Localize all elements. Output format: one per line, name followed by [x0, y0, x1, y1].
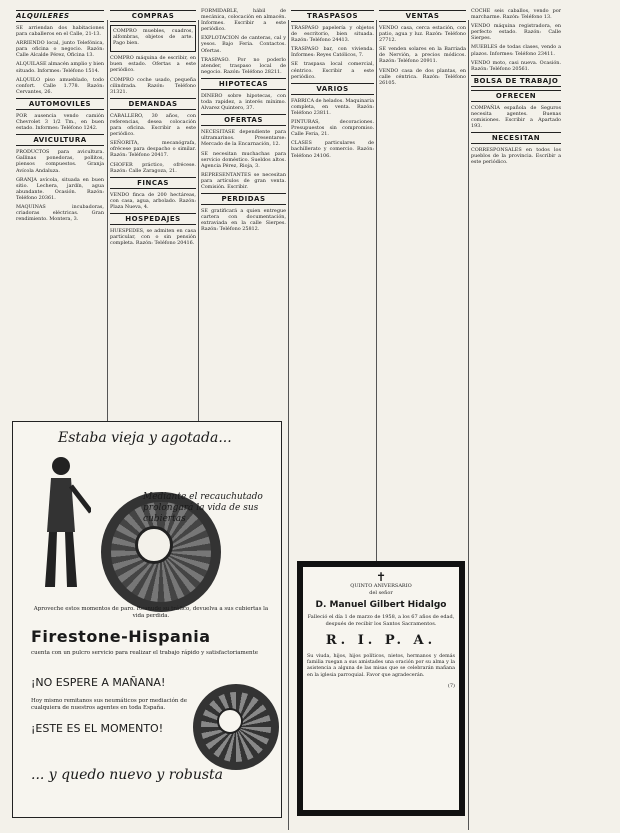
classified-ad: VENDO casa de dos plantas, en calle céntrica. Razón: Teléfono 26105. [379, 67, 466, 86]
obituary-death-note: Falleció el día 1 de marzo de 1958, a los 67 años de edad, después de recibir los Santos Sacramentos. [307, 614, 455, 627]
ad-body-text: cuenta con un pulcro servicio para realizar el trabajo rápido y satisfactoriamente [31, 650, 258, 656]
classified-ad: COMPAÑIA española de Seguros necesita agentes. Buenas comisiones. Escribir a Apartado 193. [471, 104, 561, 130]
column-3 [201, 8, 286, 235]
classified-ad: VENDO finca de 200 hectáreas, con casa, agua, arbolado. Razón: Plaza Nueva, 4. [110, 191, 196, 210]
classified-ad: PINTURAS, decoraciones. Presupuestos sin compromiso. Calle Feria, 21. [291, 119, 374, 138]
classified-ad: CHOFER práctico, ofrécese. Razón: Calle Zaragoza, 21. [110, 161, 196, 174]
column-2 [110, 8, 196, 249]
classified-ad: CABALLERO, 30 años, con referencias, desea colocación para oficina. Escribir a este periódico. [110, 112, 196, 138]
section-header-automoviles: AUTOMOVILES [16, 98, 104, 110]
classified-ad: POR ausencia vendo camión Chevrolet 3 1/2 Tm., en buen estado. Informes: Teléfono 1242. [16, 112, 104, 132]
classified-ad: COMPRO coche usado, pequeña cilindrada. Razón: Teléfono 31321. [110, 76, 196, 95]
classified-ad: CORRESPONSALES en todos los pueblos de la provincia. Escribir a este periódico. [471, 147, 561, 166]
classified-ad: SE gratificará a quien entregue cartera con documentación, extraviada en la calle Sierpes. Razón: Teléfono 25812. [201, 208, 286, 233]
classified-ad: TRASPASO bar, con vivienda. Informes: Reyes Católicos, 7. [291, 46, 374, 59]
classified-ad: GRANJA avícola, situada en buen sitio. Lechera, jardín, agua abundante. Ocasión. Razón: Teléfono 20361. [16, 176, 104, 201]
classified-ad: SE venden solares en la Barriada de Nervión, a precios módicos. Razón: Teléfono 20911. [379, 46, 466, 65]
ad-body-text: Hoy mismo remitanos sus neumáticos por mediación de cualquiera de nuestros agentes en toda España. [31, 698, 187, 711]
classified-ad: COMPRO máquina de escribir, en buen estado. Ofertas a este periódico. [110, 55, 196, 74]
column-6 [471, 8, 561, 169]
classified-ad: SEÑORITA, mecanógrafa, ofrécese para despacho o similar. Razón: Teléfono 20417. [110, 140, 196, 159]
section-header-ofertas: OFERTAS [201, 114, 286, 126]
firestone-logo: Firestone-Hispania [31, 627, 211, 646]
classified-ad: CLASES particulares de bachillerato y comercio. Razón: Teléfono 24106. [291, 140, 374, 159]
man-illustration [31, 452, 91, 592]
classified-ad: SE traspasa local comercial, céntrico. Escribir a este periódico. [291, 61, 374, 80]
classified-ad: DINERO sobre hipotecas, con toda rapidez, a interés mínimo. Alvarez Quintero, 37. [201, 92, 286, 112]
section-header-demandas: DEMANDAS [110, 98, 196, 110]
classified-ad: TRASPASO papelería y objetos de escritorio, bien situada. Razón: Teléfono 24413. [291, 25, 374, 44]
column-rule [198, 20, 199, 425]
classified-ad: COMPRO muebles, cuadros, alfombras, objetos de arte. Pago bien. [113, 28, 193, 47]
section-header-perdidas: PERDIDAS [201, 193, 286, 205]
section-header-compras: COMPRAS [110, 10, 196, 22]
obituary-reference: (7) [447, 682, 455, 689]
section-header-avicultura: AVICULTURA [16, 134, 104, 146]
classified-ad: SE necesitan muchachas para servicio doméstico. Sueldos altos. Agencia Pérez, Rioja, 3. [201, 150, 286, 169]
column-5 [379, 8, 466, 89]
column-rule [376, 20, 377, 565]
ad-signoff: ... y quedo nuevo y robusta [31, 767, 223, 783]
column-rule [468, 20, 469, 830]
obituary-name: D. Manuel Gilbert Hidalgo [315, 600, 447, 610]
obituary-anniversary: QUINTO ANIVERSARIO [350, 583, 412, 589]
classified-ad: REPRESENTANTES se necesitan para artículos de gran venta. Comisión. Escribir. [201, 171, 286, 190]
classified-ad: EXPLOTACION de canteras, cal y yesos. Bajo Feria. Contactos. Ofertas. [201, 35, 286, 54]
classified-ad: FABRICA de helados. Maquinaria completa, en venta. Razón: Teléfono 23811. [291, 97, 374, 116]
section-header-varios: VARIOS [291, 83, 374, 95]
classified-ad: ALQUILASE almacén amplio y bien situado. Informes: Teléfono 1514. [16, 61, 104, 74]
classified-ad: VENDO moto, casi nueva. Ocasión. Razón: Teléfono 20561. [471, 59, 561, 72]
classified-ad: ALQUILO piso amueblado, todo confort. Calle 1.778. Razón: Cervantes, 26. [16, 76, 104, 95]
section-header-traspasos: TRASPASOS [291, 10, 374, 22]
section-header-ofrecen: OFRECEN [471, 90, 561, 102]
classified-ad: COCHE seis caballos, vendo por marcharme. Razón: Teléfono 13. [471, 8, 561, 21]
ad-slogan: ¡NO ESPERE A MAÑANA! [31, 676, 166, 689]
obituary-ripa: R. I. P. A. [325, 633, 437, 648]
boxed-ad [110, 25, 196, 52]
section-header-hospedajes: HOSPEDAJES [110, 213, 196, 225]
obituary-honorific: del señor [369, 589, 393, 596]
ad-caption: Aproveche estos momentos de paro. Reanude su tráfico, devuelva a sus cubiertas la vida perdida. [33, 606, 269, 619]
classified-ad: PRODUCTOS para avicultura. Gallinas ponedoras, pollitos, piensos compuestos. Granja Avícola Andaluza. [16, 149, 104, 174]
ad-handwritten-note: Mediante el recauchutado prolongará la vida de sus cubiertas [143, 492, 263, 524]
classified-ad: MUEBLES de todas clases, vendo a plazos. Informes: Teléfono 23411. [471, 44, 561, 57]
classified-ad: TRASPASO. Por no poderlo atender, traspaso local de negocio. Razón: Teléfono 28211. [201, 56, 286, 75]
section-header-necesitan: NECESITAN [471, 132, 561, 144]
ad-headline: Estaba vieja y agotada... [58, 430, 232, 446]
firestone-advertisement [12, 421, 282, 818]
column-4 [291, 8, 374, 162]
classified-ad: HUESPEDES, se admiten en casa particular, con o sin pensión completa. Razón: Teléfono 20416. [110, 227, 196, 247]
column-1 [16, 8, 104, 225]
obituary-body: Su viuda, hijos, hijos políticos, nietos, hermanos y demás familia ruegan a sus amistades una oración por su alma y la asistencia a alguna de las misas que se celebrarán mañana en la iglesia parroquial. Favor que agradecerán. [307, 654, 455, 678]
classified-ad: FORMIDABLE, hábil de mecánica, colocación en almacén. Informes. Escribir a este periódico. [201, 8, 286, 33]
classified-ad: ARRIENDO local, junto Telefónica, para oficina o negocio. Razón: Calle Alcalde Pérez, Oficina 13. [16, 40, 104, 59]
section-header-fincas: FINCAS [110, 177, 196, 189]
tire-illustration [193, 684, 279, 770]
classified-ad: SE arriendan dos habitaciones para caballeros en el Calle, 21-13. [16, 25, 104, 38]
cross-icon: ✝ [375, 570, 387, 584]
column-rule [288, 20, 289, 830]
section-header-alquileres: ALQUILERES [16, 10, 104, 22]
classified-ad: NECESITASE dependiente para ultramarinos. Presentarse: Mercado de la Encarnación, 12. [201, 129, 286, 148]
classified-ad: VENDO casa, cerca estación, con patio, agua y luz. Razón: Teléfono 27712. [379, 25, 466, 44]
section-header-hipotecas: HIPOTECAS [201, 78, 286, 90]
column-rule [107, 20, 108, 425]
ad-slogan: ¡ESTE ES EL MOMENTO! [31, 722, 164, 735]
classified-ad: VENDO máquina registradora, en perfecto estado. Razón: Calle Sierpes. [471, 23, 561, 42]
section-header-ventas: VENTAS [379, 10, 466, 22]
classified-ad: MAQUINAS incubadoras, criadoras eléctricas. Gran rendimiento. Montera, 3. [16, 203, 104, 223]
section-header-bolsa-trabajo: BOLSA DE TRABAJO [471, 75, 561, 87]
obituary-notice [297, 561, 465, 816]
